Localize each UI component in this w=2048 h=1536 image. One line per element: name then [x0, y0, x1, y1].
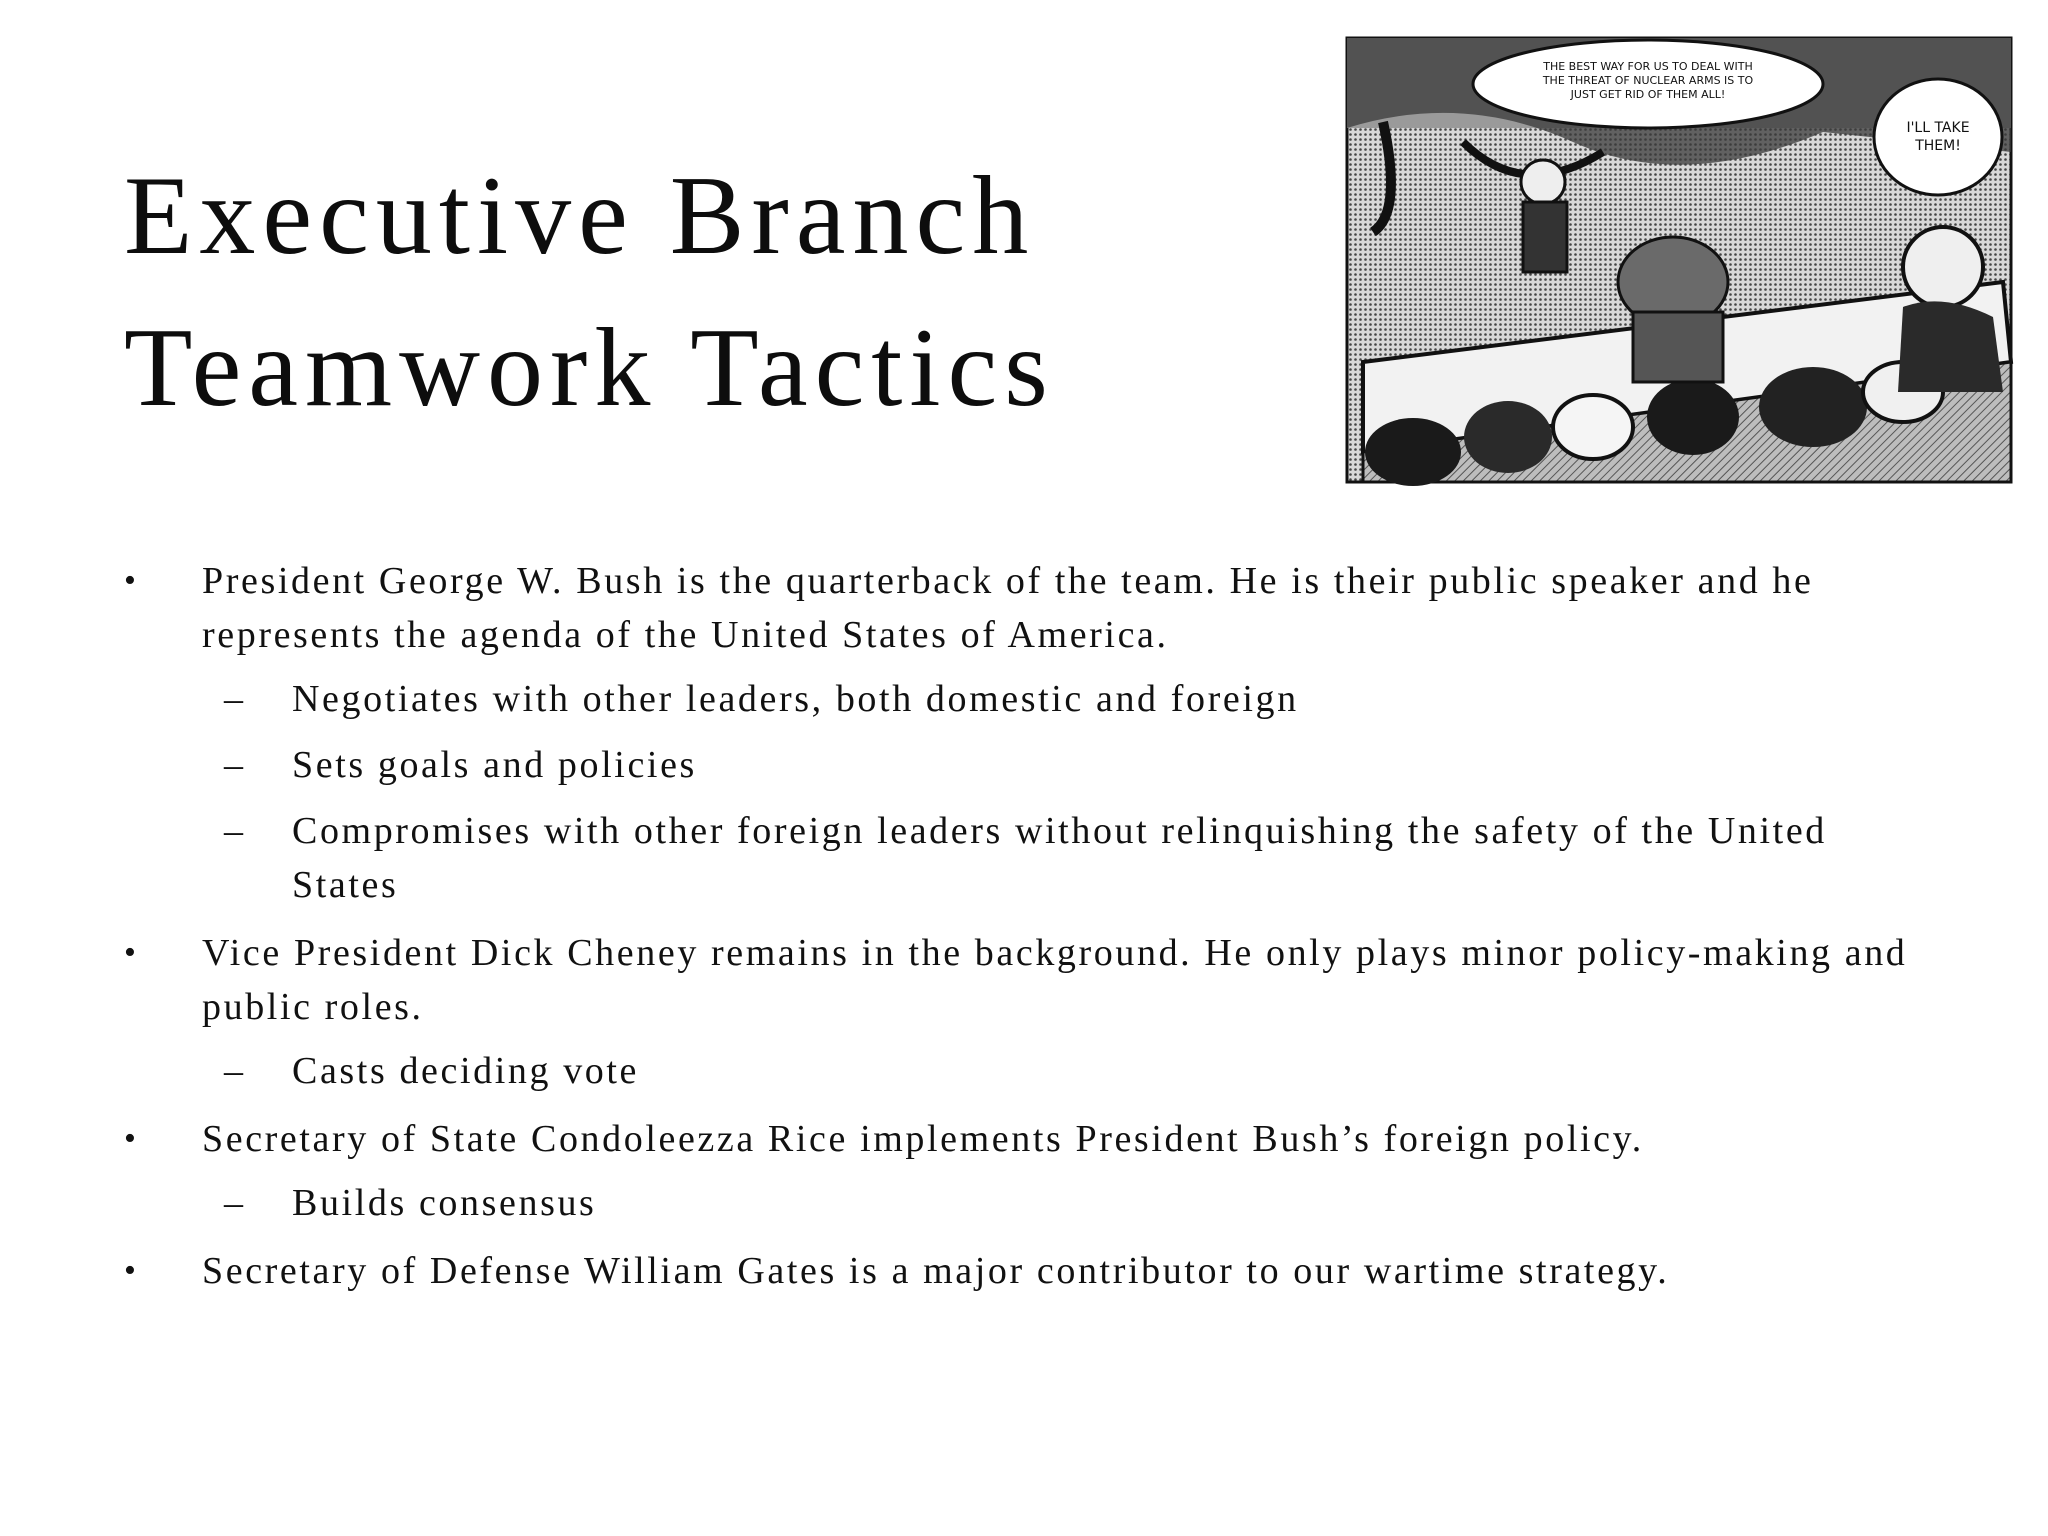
bullet-text: President George W. Bush is the quarterback of the team. He is their public speaker and he represents the agenda of the United States of America.: [202, 560, 1814, 656]
sub-bullet-dash: –: [224, 1050, 246, 1092]
bullet-item: [124, 1244, 1944, 1298]
svg-text:I'LL TAKE: I'LL TAKE: [1906, 120, 1970, 136]
sub-bullet-dash: –: [224, 678, 246, 720]
sub-bullet-dash: –: [224, 810, 246, 852]
sub-bullet-text: Negotiates with other leaders, both domestic and foreign: [292, 678, 1299, 720]
title-line-1: Executive Branch: [124, 154, 1036, 278]
sub-bullet-item: [124, 1176, 1944, 1230]
bullet-text: Secretary of Defense William Gates is a major contributor to our wartime strategy.: [202, 1250, 1670, 1292]
bullet-item: [124, 1112, 1944, 1166]
slide-title: [124, 140, 1274, 444]
sub-bullet-text: Casts deciding vote: [292, 1050, 640, 1092]
bullet-text: Vice President Dick Cheney remains in the background. He only plays minor policy-making and public roles.: [202, 932, 1908, 1028]
bullet-dot: •: [124, 562, 139, 599]
svg-text:THE THREAT OF NUCLEAR ARMS IS: THE THREAT OF NUCLEAR ARMS IS TO: [1542, 74, 1754, 87]
sub-bullet-dash: –: [224, 744, 246, 786]
bullet-dot: •: [124, 1120, 139, 1157]
sub-bullet-dash: –: [224, 1182, 246, 1224]
political-cartoon-image: [1343, 32, 2018, 486]
bullet-text: Secretary of State Condoleezza Rice implements President Bush’s foreign policy.: [202, 1118, 1644, 1160]
title-line-2: Teamwork Tactics: [124, 306, 1055, 430]
sub-bullet-text: Compromises with other foreign leaders without relinquishing the safety of the United States: [292, 810, 1827, 906]
sub-bullet-text: Sets goals and policies: [292, 744, 697, 786]
bullet-item: [124, 926, 1944, 1034]
svg-text:JUST GET RID OF THEM ALL!: JUST GET RID OF THEM ALL!: [1570, 88, 1726, 101]
svg-text:THEM!: THEM!: [1915, 138, 1961, 154]
bullet-dot: •: [124, 934, 139, 971]
sub-bullet-text: Builds consensus: [292, 1182, 597, 1224]
sub-bullet-item: [124, 1044, 1944, 1098]
bullet-list: [124, 554, 1944, 1308]
sub-bullet-item: [124, 804, 1944, 912]
sub-bullet-item: [124, 672, 1944, 726]
bullet-dot: •: [124, 1252, 139, 1289]
bullet-item: [124, 554, 1944, 662]
svg-text:THE BEST WAY FOR US TO DEAL WI: THE BEST WAY FOR US TO DEAL WITH: [1543, 60, 1753, 73]
sub-bullet-item: [124, 738, 1944, 792]
